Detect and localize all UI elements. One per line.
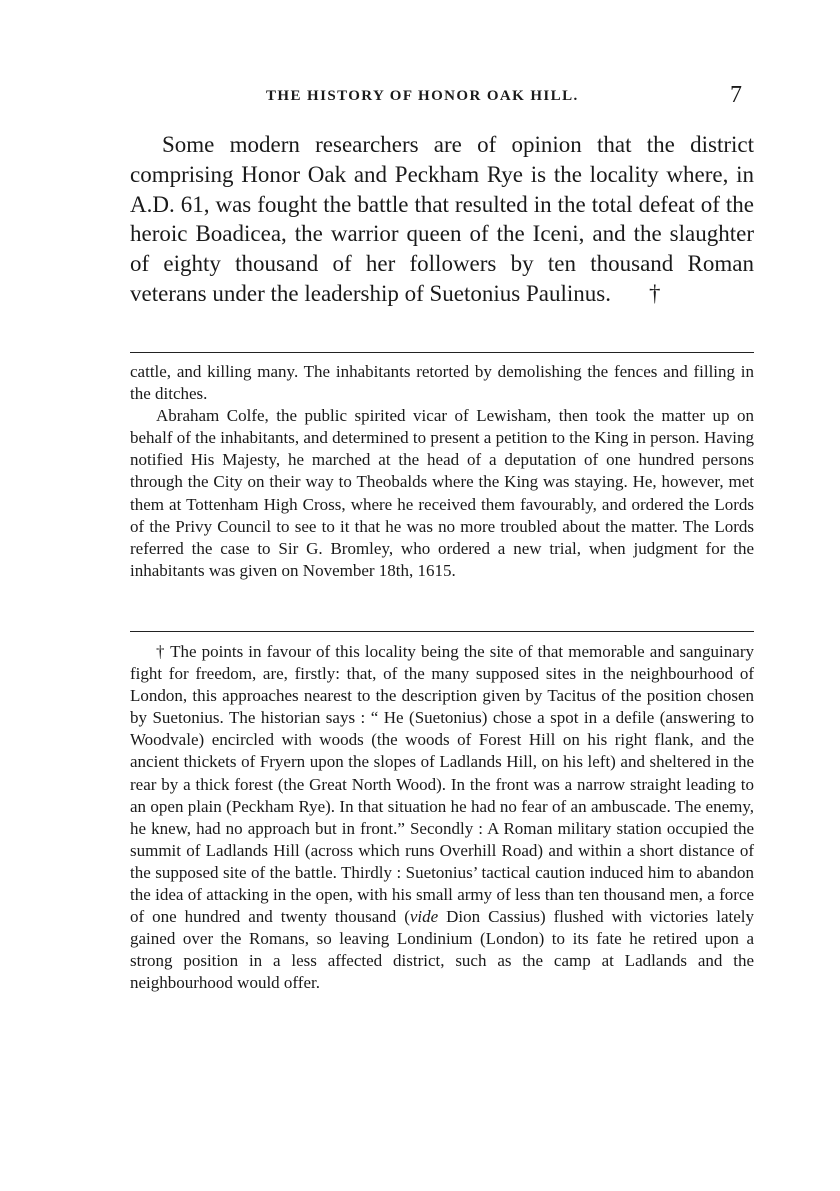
dagger-note-italic: vide — [409, 907, 439, 927]
main-paragraph-text: Some modern researchers are of opinion that the district comprising Honor Oak and Peckham Rye is the locality where, in A.D. 61, was fought the battle that resulted in the total defeat of the heroic Boadicea, the warrior queen of the Iceni, and the slaughter of eighty thousand of her followers by ten thousand Roman veterans under the leadership of Suetonius Paulinus. — [130, 132, 754, 306]
main-paragraph — [130, 130, 754, 309]
running-head — [130, 84, 754, 110]
dagger-note-paragraph — [130, 641, 754, 995]
main-text-block — [130, 130, 754, 309]
continued-footnote — [130, 361, 754, 582]
colfe-paragraph: Abraham Colfe, the public spirited vicar of Lewisham, then took the matter up on behalf of the inhabitants, and determined to present a petition to the King in person. Having notified His Majesty, he marched at the head of a deputation of one hundred persons through the City on their way to Theobalds where the King was staying. He, however, met them at Tottenham High Cross, where he received them favourably, and ordered the Lords of the Privy Council to see to it that he was no more troubled about the matter. The Lords referred the case to Sir G. Bromley, who ordered a new trial, when judgment for the inhabitants was given on November 18th, 1615. — [130, 406, 754, 580]
running-title: THE HISTORY OF HONOR OAK HILL. — [266, 88, 579, 104]
dagger-note-text-2: Dion Cassius) flushed with victories lately gained over the Romans, so leaving Londinium (London) to its fate he retired upon a strong position in a less affected district, such as the camp at Ladlands and the neighbourhood would offer. — [130, 907, 754, 993]
page-number: 7 — [730, 82, 742, 108]
footnote-divider-bottom — [130, 631, 754, 632]
dagger-footnote — [130, 641, 754, 995]
continued-note-paragraph: cattle, and killing many. The inhabitants retorted by demolishing the fences and filling in the ditches. — [130, 362, 754, 404]
footnote-divider-top — [130, 352, 754, 353]
footnote-marker: † — [648, 280, 661, 306]
dagger-note-text-1: † The points in favour of this locality being the site of that memorable and sanguinary fight for freedom, are, firstly: that, of the many supposed sites in the neighbourhood of London, this approaches nearest to the description given by Tacitus of the position chosen by Suetonius. The historian says : “ He (Suetonius) chose a spot in a defile (answering to Woodvale) encircled with woods (the woods of Forest Hill on his right flank, and the ancient thickets of Fryern upon the slopes of Ladlands Hill, on his left) and sheltered in the rear by a thick forest (the Great North Wood). In the front was a narrow straight leading to an open plain (Peckham Rye). In that situation he had no fear of an ambuscade. The enemy, he knew, had no approach but in front.” Secondly : A Roman military station occupied the summit of Ladlands Hill (across which runs Overhill Road) and within a short distance of the supposed site of the battle. Thirdly : Suetonius’ tactical caution induced him to abandon the idea of attacking in the open, with his small army of less than ten thousand men, a force of one hundred and twenty thousand ( — [130, 642, 754, 927]
